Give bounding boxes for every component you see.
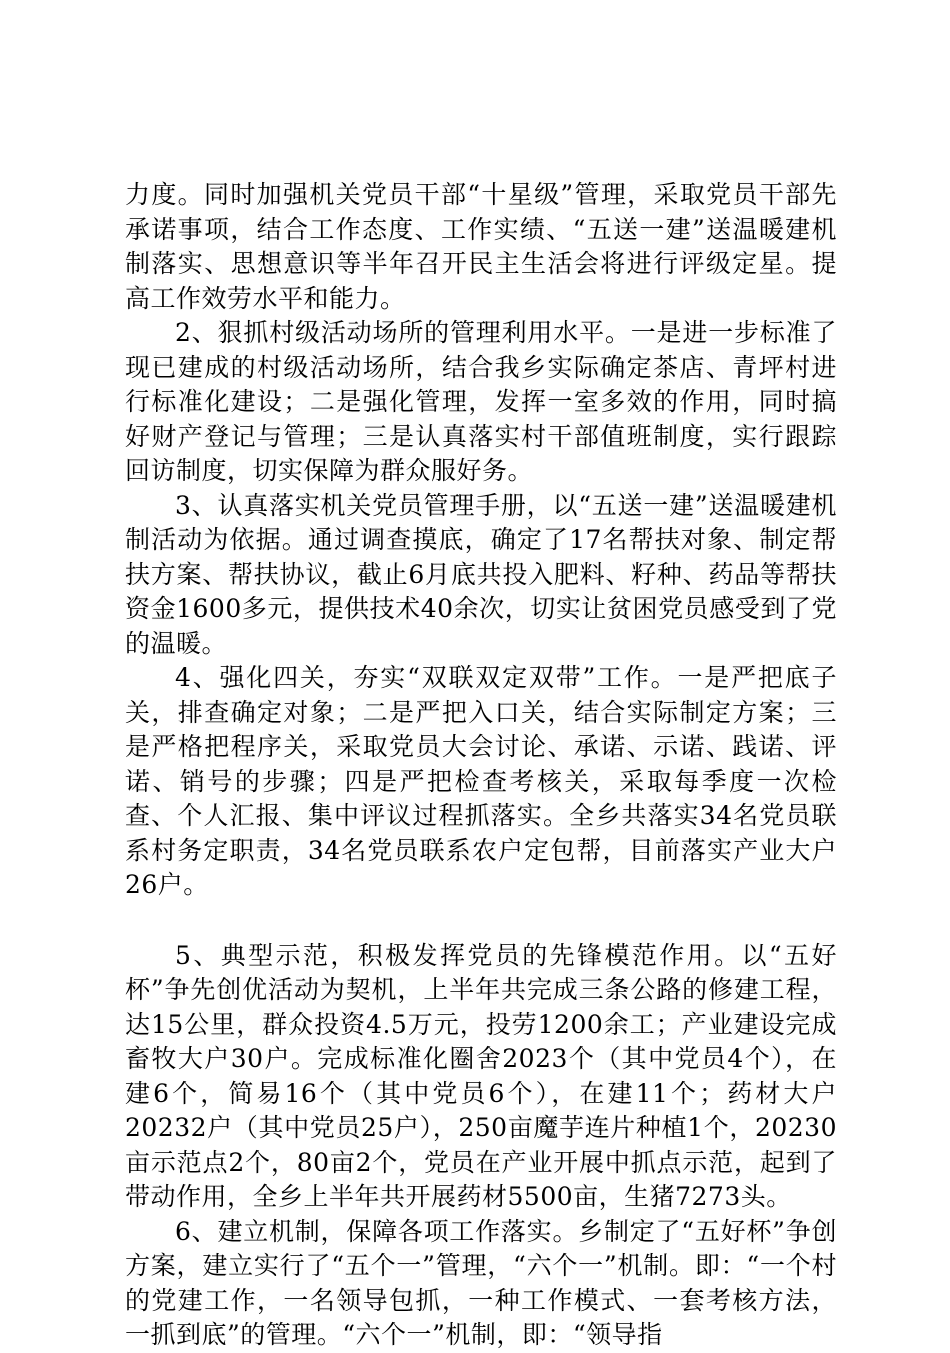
paragraph-5-model-demonstration: 5、典型示范，积极发挥党员的先锋模范作用。以“五好杯”争先创优活动为契机，上半年共完成三条公路的修建工程，达15公里，群众投资4.5万元，投劳1200余工；产业建设完成畜牧大户30户。完成标准化圈舍2023个（其中党员4个），在建6个，简易16个（其中党员6个），在建11个；药材大户20232户（其中党员25户），250亩魔芋连片种植1个，20230亩示范点2个，80亩2个，党员在产业开展中抓点示范，起到了带动作用，全乡上半年共开展药材5500亩，生猪7273头。 xyxy=(125,940,837,1211)
paragraph-continuation: 力度。同时加强机关党员干部“十星级”管理，采取党员干部先承诺事项，结合工作态度、工作实绩、“五送一建”送温暖建机制落实、思想意识等半年召开民主生活会将进行评级定星。提高工作效劳水平和能力。 xyxy=(125,180,837,313)
paragraph-3-party-member-manual: 3、认真落实机关党员管理手册，以“五送一建”送温暖建机制活动为依据。通过调查摸底，确定了17名帮扶对象、制定帮扶方案、帮扶协议，截止6月底共投入肥料、籽种、药品等帮扶资金1600多元，提供技术40余次，切实让贫困党员感受到了党的温暖。 xyxy=(125,490,837,658)
document-body xyxy=(125,178,837,1353)
paragraph-6-mechanism: 6、建立机制，保障各项工作落实。乡制定了“五好杯”争创方案，建立实行了“五个一”管理，“六个一”机制。即：“一个村的党建工作，一名领导包抓，一种工作模式、一套考核方法，一抓到底”的管理。“六个一”机制，即：“领导指 xyxy=(125,1216,837,1349)
paragraph-4-four-checks: 4、强化四关，夯实“双联双定双带”工作。一是严把底子关，排查确定对象；二是严把入口关，结合实际制定方案；三是严格把程序关，采取党员大会讨论、承诺、示诺、践诺、评诺、销号的步骤；四是严把检查考核关，采取每季度一次检查、个人汇报、集中评议过程抓落实。全乡共落实34名党员联系村务定职责，34名党员联系农户定包帮，目前落实产业大户26户。 xyxy=(125,663,837,899)
paragraph-2-activity-sites: 2、狠抓村级活动场所的管理利用水平。一是进一步标准了现已建成的村级活动场所，结合我乡实际确定茶店、青坪村进行标准化建设；二是强化管理，发挥一室多效的作用，同时搞好财产登记与管理；三是认真落实村干部值班制度，实行跟踪回访制度，切实保障为群众服好务。 xyxy=(125,318,837,485)
